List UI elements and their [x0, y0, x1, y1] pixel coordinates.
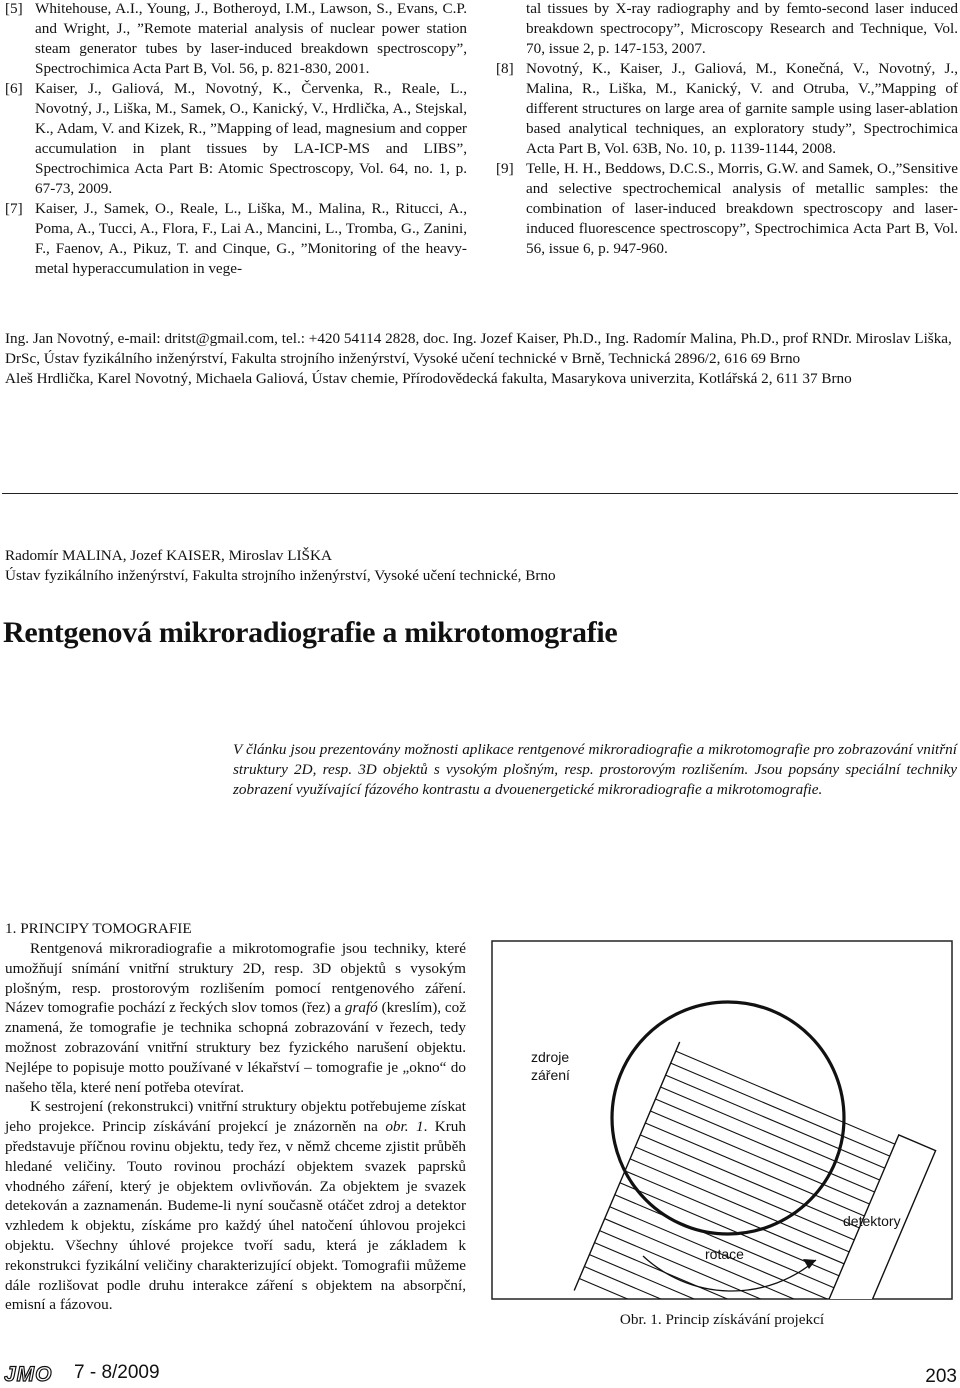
svg-text:JMO: JMO [4, 1363, 53, 1384]
reference-number: [6] [5, 80, 23, 97]
label-rotation: rotace [705, 1246, 744, 1262]
body-italic: obr. 1 [385, 1118, 424, 1136]
label-source-line-1: zdroje [531, 1049, 570, 1065]
journal-issue: 7 - 8/2009 [74, 1362, 160, 1383]
section-number: 1. [5, 920, 17, 937]
contact-line-1: Ing. Jan Novotný, e-mail: dritst@gmail.com, tel.: +420 54114 2828, doc. Ing. Jozef Kaiser, Ph.D., Ing. Radomír Malina, Ph.D., prof RNDr. Miroslav Liška, DrSc, Ústav fyzikálního inženýrství, Fakulta strojního inženýrství, Vysoké učení technické v Brně, Technická 2896/2, 616 69 Brno [5, 330, 952, 367]
section-heading [5, 919, 192, 939]
reference-number: [9] [496, 160, 514, 177]
reference-7 [5, 199, 467, 279]
reference-text: Telle, H. H., Beddows, D.C.S., Morris, G.W. and Samek, O.,”Sensitive and selective spectrochemical analysis of metallic samples: the combination of laser-induced breakdown spectroscopy and laser-induced fluorescence spectroscopy”, Spectrochimica Acta Part B, Vol. 56, issue 6, p. 947-960. [526, 160, 958, 257]
reference-number: [5] [5, 0, 23, 17]
body-italic: grafó [344, 999, 378, 1017]
body-text: K sestrojení (rekonstrukci) vnitřní struktury objektu potřebujeme získat jeho projekce. Princip získávání projekcí je znázorněn na [5, 1098, 466, 1136]
page-number: 203 [925, 1366, 957, 1387]
reference-text: Kaiser, J., Samek, O., Reale, L., Liška, M., Malina, R., Ritucci, A., Poma, A., Tucci, A., Flora, F., Lai A., Mancini, L., Tromba, G., Zanini, F., Faenov, A., Pikuz, T. and Cinque, G., ”Monitoring of the heavy-metal hyperaccumulation in vege- [35, 200, 467, 277]
reference-8 [496, 59, 958, 159]
reference-5 [5, 0, 467, 79]
article-authors: Radomír MALINA, Jozef KAISER, Miroslav LIŠKA [5, 547, 332, 564]
reference-6 [5, 79, 467, 199]
section-title: PRINCIPY TOMOGRAFIE [20, 920, 192, 937]
reference-number: [7] [5, 200, 23, 217]
body-paragraph [5, 939, 466, 1097]
reference-text: tal tissues by X-ray radiography and by femto-second laser induced breakdown spectrocopy”, Microscopy Research and Technique, Vol. 70, issue 2, p. 147-153, 2007. [526, 0, 958, 57]
section-body [5, 939, 466, 1315]
jmo-logo [4, 1362, 60, 1384]
body-text: Rentgenová mikroradiografie a mikrotomografie jsou techniky, které umožňují snímání vnitřní struktury 2D, resp. 3D objektů s vysokým plošným, resp. prostorovým rozlišením pomocí rentgenového záření. Název tomografie pochází z řeckých slov tomos (řez) a [5, 940, 466, 1017]
figure-caption: Obr. 1. Princip získávání projekcí [619, 1311, 825, 1328]
references-left-column [5, 0, 467, 279]
figure-1 [491, 940, 953, 1300]
article-affiliation: Ústav fyzikálního inženýrství, Fakulta strojního inženýrství, Vysoké učení technické, Brno [5, 567, 556, 584]
references-right-column [496, 0, 958, 259]
reference-text: Novotný, K., Kaiser, J., Galiová, M., Konečná, V., Novotný, J., Malina, R., Liška, M., Kanický, V. and Otruba, V.,”Mapping of different structures on large area of garnite sample using laser-ablation based analytical techniques, an exploratory study”, Spectrochimica Acta Part B, Vol. 63B, No. 10, p. 1139-1144, 2008. [526, 60, 958, 157]
label-detectors: detektory [843, 1213, 901, 1229]
reference-7-continued [496, 0, 958, 59]
body-paragraph [5, 1097, 466, 1315]
body-text: . Kruh představuje příčnou rovinu objektu, tedy řez, v němž chceme zjistit průběh hledané veličiny. Touto rovinou prochází objektem svazek paprsků vhodného záření, který je objektem ovlivňován. Za objektem je svazek detekován a zaznamenán. Budeme-li nyní současně otáčet zdroj a detektor vzhledem k objektu, získáme pro každý úhel natočení úhlovou projekci objektu. Všechny úhlové projekce tvoří sadu, která je základem k rekonstrukci fyzikální veličiny charakterizující objekt. Tomografii můžeme dále rozlišovat podle druhu interakce záření s objektem na absorpční, emisní a fázovou. [5, 1118, 466, 1314]
article-abstract: V článku jsou prezentovány možnosti aplikace rentgenové mikroradiografie a mikrotomografie pro zobrazování vnitřní struktury 2D, resp. 3D objektů s vysokým plošným, resp. prostorovým rozlišením. Jsou popsány speciální techniky zobrazení využívající fázového kontrastu a dvouenergetické mikroradiografie a mikrotomografie. [233, 741, 957, 798]
label-source-line-2: záření [531, 1067, 570, 1083]
reference-9 [496, 159, 958, 259]
reference-text: Kaiser, J., Galiová, M., Novotný, K., Červenka, R., Reale, L., Novotný, J., Liška, M., Samek, O., Kanický, V., Hrdlička, A., Stejskal, K., Adam, V. and Kizek, R., ”Mapping of lead, magnesium and copper accumulation in plant tissues by LA-ICP-MS and LIBS”, Spectrochimica Acta Part B: Atomic Spectroscopy, Vol. 64, no. 1, p. 67-73, 2009. [35, 80, 467, 197]
contact-line-2: Aleš Hrdlička, Karel Novotný, Michaela Galiová, Ústav chemie, Přírodovědecká fakulta, Masarykova univerzita, Kotlářská 2, 611 37 Brno [5, 370, 852, 387]
tomography-diagram [491, 940, 953, 1300]
article-byline [5, 546, 556, 586]
article-title: Rentgenová mikroradiografie a mikrotomografie [3, 616, 618, 649]
reference-text: Whitehouse, A.I., Young, J., Botheroyd, I.M., Lawson, S., Evans, C.P. and Wright, J., ”Remote material analysis of nuclear power station steam generator tubes by laser-induced breakdown spectroscopy”, Spectrochimica Acta Part B, Vol. 56, p. 821-830, 2001. [35, 0, 467, 77]
body-text: (kreslím), což znamená, že tomografie je technika schopná zobrazování v řezech, tedy možnost zobrazování vnitřní struktury bez fyzického narušení objektu. Nejlépe to popisuje motto používané v lékařství – tomografie je „okno“ do našeho těla, které není potřeba otevírat. [5, 999, 466, 1096]
reference-number: [8] [496, 60, 514, 77]
contact-info [5, 329, 957, 389]
section-divider [2, 493, 958, 494]
